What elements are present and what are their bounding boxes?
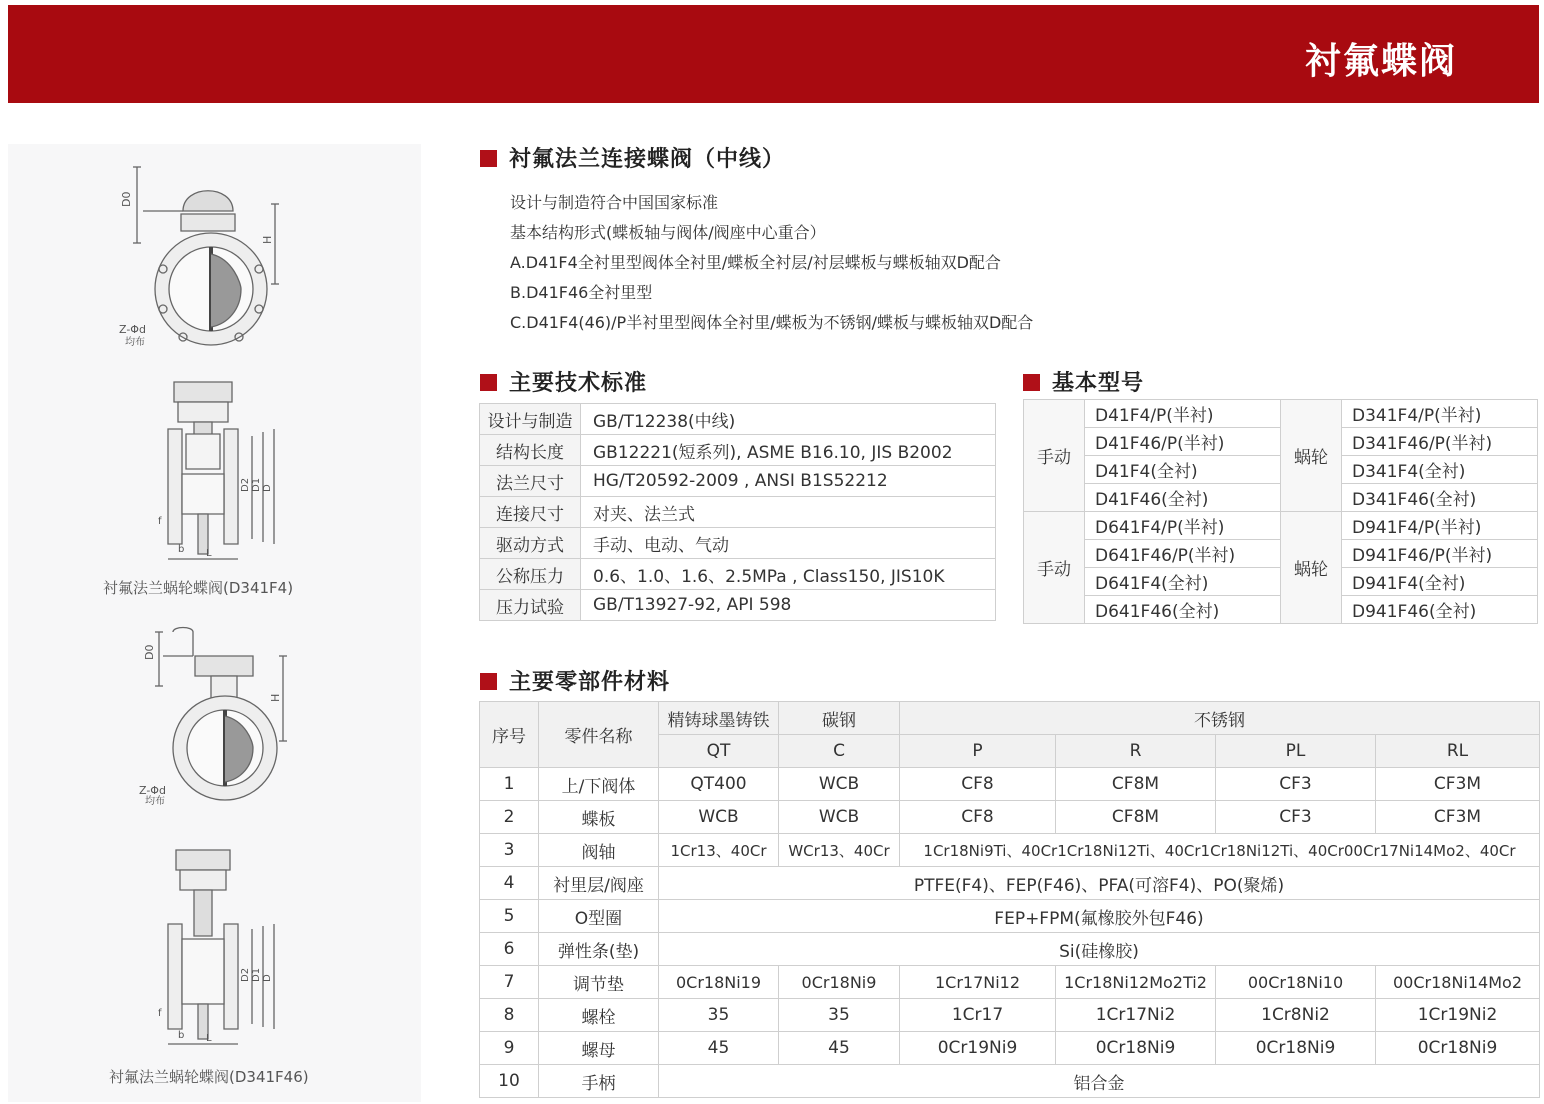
table-cell: CF8M: [1056, 768, 1216, 801]
table-cell: 铝合金: [659, 1065, 1540, 1098]
table-cell: 蝶板: [539, 801, 659, 834]
table-header-cell: C: [779, 735, 900, 768]
d2-label: D2: [240, 477, 251, 492]
table-cell: 阀轴: [539, 834, 659, 867]
table-row: [480, 435, 996, 466]
table-cell: 10: [480, 1065, 539, 1098]
table-cell: 1: [480, 768, 539, 801]
table-row: [480, 999, 1540, 1032]
table-cell: 1Cr17: [900, 999, 1056, 1032]
table-cell: 0Cr18Ni9: [1056, 1032, 1216, 1065]
table-cell: D341F4/P(半衬): [1342, 400, 1538, 428]
models-heading: 基本型号: [1023, 366, 1144, 397]
table-cell: D41F4/P(半衬): [1085, 400, 1281, 428]
intro-heading: 衬氟法兰连接蝶阀（中线）: [480, 142, 785, 173]
table-cell: D641F46/P(半衬): [1085, 540, 1281, 568]
table-row: [480, 1032, 1540, 1065]
table-header-cell: R: [1056, 735, 1216, 768]
table-cell: 连接尺寸: [480, 497, 581, 528]
table-header-cell: P: [900, 735, 1056, 768]
table-cell: 公称压力: [480, 559, 581, 590]
valve-front-view-diagram-2: [133, 626, 303, 806]
valve-side-view-diagram-1: [148, 374, 288, 569]
table-cell: PTFE(F4)、FEP(F46)、PFA(可溶F4)、PO(聚烯): [659, 867, 1540, 900]
table-row: [480, 933, 1540, 966]
header-banner: [8, 5, 1539, 103]
table-cell: 上/下阀体: [539, 768, 659, 801]
table-cell: CF3: [1216, 768, 1376, 801]
table-cell: 法兰尺寸: [480, 466, 581, 497]
table-cell: 驱动方式: [480, 528, 581, 559]
d0-label: D0: [120, 191, 133, 207]
table-cell: CF3M: [1376, 768, 1540, 801]
table-cell: 手动、电动、气动: [581, 528, 996, 559]
table-cell: D341F46(全衬): [1342, 484, 1538, 512]
table-cell: 45: [779, 1032, 900, 1065]
table-cell: D41F46(全衬): [1085, 484, 1281, 512]
table-cell: 蜗轮: [1281, 400, 1342, 512]
f-label: f: [158, 516, 162, 527]
intro-text: [510, 188, 1033, 338]
table-cell: D941F46/P(半衬): [1342, 540, 1538, 568]
f-label-2: f: [158, 1008, 162, 1019]
table-cell: 0Cr18Ni9: [1376, 1032, 1540, 1065]
table-cell: QT400: [659, 768, 779, 801]
z-phi-d-label: Z-Φd: [119, 323, 146, 336]
table-cell: 0Cr18Ni9: [779, 966, 900, 999]
d2-label-2: D2: [240, 967, 251, 982]
h-label-2: H: [269, 693, 282, 702]
heading-square-icon: [480, 374, 497, 391]
table-cell: 压力试验: [480, 590, 581, 621]
z-phi-d-label-2: Z-Φd: [139, 784, 166, 797]
heading-square-icon: [1023, 374, 1040, 391]
standards-heading: 主要技术标准: [480, 366, 647, 397]
d-label: D: [262, 484, 273, 492]
table-row: [480, 900, 1540, 933]
intro-line: A.D41F4全衬里型阀体全衬里/蝶板全衬层/衬层蝶板与蝶板轴双D配合: [510, 253, 1001, 272]
table-cell: 35: [659, 999, 779, 1032]
table-cell: D41F46/P(半衬): [1085, 428, 1281, 456]
table-row: [480, 559, 996, 590]
table-cell: D641F4/P(半衬): [1085, 512, 1281, 540]
table-cell: WCB: [779, 768, 900, 801]
table-cell: 1Cr18Ni12Mo2Ti2: [1056, 966, 1216, 999]
drawings-panel: [8, 144, 421, 1102]
table-header-cell: 零件名称: [539, 702, 659, 768]
b-label-2: b: [178, 1030, 185, 1041]
valve-front-view-diagram-1: [103, 159, 303, 354]
table-cell: D941F4(全衬): [1342, 568, 1538, 596]
table-cell: Si(硅橡胶): [659, 933, 1540, 966]
table-cell: D341F4(全衬): [1342, 456, 1538, 484]
table-cell: D641F46(全衬): [1085, 596, 1281, 624]
table-row: [1024, 400, 1538, 428]
diagram-caption-2: 衬氟法兰蜗轮蝶阀(D341F46): [109, 1068, 309, 1086]
page-title: 衬氟蝶阀: [1304, 41, 1457, 82]
table-cell: 1Cr17Ni12: [900, 966, 1056, 999]
heading-square-icon: [480, 150, 497, 167]
table-cell: 7: [480, 966, 539, 999]
table-cell: CF8M: [1056, 801, 1216, 834]
table-row: [480, 867, 1540, 900]
table-row: [480, 801, 1540, 834]
b-label: b: [178, 544, 185, 555]
table-header-cell: 序号: [480, 702, 539, 768]
valve-side-view-diagram-2: [148, 844, 288, 1054]
table-cell: CF8: [900, 768, 1056, 801]
table-cell: 00Cr18Ni10: [1216, 966, 1376, 999]
table-cell: 9: [480, 1032, 539, 1065]
heading-square-icon: [480, 673, 497, 690]
intro-line: 设计与制造符合中国国家标准: [510, 193, 719, 212]
table-cell: 6: [480, 933, 539, 966]
table-cell: 手柄: [539, 1065, 659, 1098]
table-cell: 1Cr13、40Cr: [659, 834, 779, 867]
table-cell: 1Cr19Ni2: [1376, 999, 1540, 1032]
table-header-cell: 不锈钢: [900, 702, 1540, 735]
table-cell: 1Cr17Ni2: [1056, 999, 1216, 1032]
intro-line: 基本结构形式(蝶板轴与阀体/阀座中心重合）: [510, 223, 826, 242]
table-cell: D941F4/P(半衬): [1342, 512, 1538, 540]
table-cell: 手动: [1024, 400, 1085, 512]
table-cell: CF3: [1216, 801, 1376, 834]
table-cell: 调节垫: [539, 966, 659, 999]
table-cell: 2: [480, 801, 539, 834]
l-label-2: L: [206, 1033, 212, 1044]
materials-heading: 主要零部件材料: [480, 665, 670, 696]
table-cell: 0Cr18Ni19: [659, 966, 779, 999]
table-cell: D641F4(全衬): [1085, 568, 1281, 596]
table-cell: HG/T20592-2009 , ANSI B1S52212: [581, 466, 996, 497]
table-cell: 4: [480, 867, 539, 900]
table-row: [480, 404, 996, 435]
intro-line: C.D41F4(46)/P半衬里型阀体全衬里/蝶板为不锈钢/蝶板与蝶板轴双D配合: [510, 313, 1034, 332]
table-cell: 00Cr18Ni14Mo2: [1376, 966, 1540, 999]
table-cell: 0.6、1.0、1.6、2.5MPa , Class150, JIS10K: [581, 559, 996, 590]
table-cell: 衬里层/阀座: [539, 867, 659, 900]
table-header-cell: PL: [1216, 735, 1376, 768]
table-row: [480, 1065, 1540, 1098]
l-label: L: [206, 548, 212, 559]
table-cell: 0Cr19Ni9: [900, 1032, 1056, 1065]
table-cell: GB/T12238(中线): [581, 404, 996, 435]
d-label-2: D: [262, 974, 273, 982]
table-cell: 1Cr18Ni9Ti、40Cr1Cr18Ni12Ti、40Cr1Cr18Ni12Ti、40Cr00Cr17Ni14Mo2、40Cr: [900, 834, 1540, 867]
table-header-row: [480, 702, 1540, 735]
table-cell: 1Cr8Ni2: [1216, 999, 1376, 1032]
table-cell: 对夹、法兰式: [581, 497, 996, 528]
intro-line: B.D41F46全衬里型: [510, 283, 653, 302]
table-cell: 8: [480, 999, 539, 1032]
table-cell: CF8: [900, 801, 1056, 834]
table-header-cell: 碳钢: [779, 702, 900, 735]
table-cell: WCB: [779, 801, 900, 834]
table-cell: GB12221(短系列), ASME B16.10, JIS B2002: [581, 435, 996, 466]
table-cell: GB/T13927-92, API 598: [581, 590, 996, 621]
table-cell: D41F4(全衬): [1085, 456, 1281, 484]
table-row: [480, 590, 996, 621]
table-row: [480, 768, 1540, 801]
table-cell: WCr13、40Cr: [779, 834, 900, 867]
h-label: H: [261, 235, 274, 244]
table-cell: 手动: [1024, 512, 1085, 624]
models-table: [1023, 399, 1538, 624]
table-row: [480, 497, 996, 528]
table-header-cell: RL: [1376, 735, 1540, 768]
table-cell: D341F46/P(半衬): [1342, 428, 1538, 456]
table-cell: D941F46(全衬): [1342, 596, 1538, 624]
table-cell: 弹性条(垫): [539, 933, 659, 966]
diagram-caption-1: 衬氟法兰蜗轮蝶阀(D341F4): [103, 579, 294, 597]
table-cell: FEP+FPM(氟橡胶外包F46): [659, 900, 1540, 933]
table-cell: WCB: [659, 801, 779, 834]
even-label-2: 均布: [145, 796, 165, 806]
even-label: 均布: [125, 337, 145, 348]
table-row: [480, 834, 1540, 867]
table-cell: 设计与制造: [480, 404, 581, 435]
table-cell: 45: [659, 1032, 779, 1065]
materials-table: [479, 701, 1540, 1098]
table-row: [480, 528, 996, 559]
table-cell: 结构长度: [480, 435, 581, 466]
table-cell: 5: [480, 900, 539, 933]
d1-label-2: D1: [251, 967, 262, 982]
table-row: [480, 966, 1540, 999]
table-cell: O型圈: [539, 900, 659, 933]
table-row: [1024, 512, 1538, 540]
table-cell: 35: [779, 999, 900, 1032]
table-row: [480, 466, 996, 497]
table-header-cell: 精铸球墨铸铁: [659, 702, 779, 735]
table-cell: 0Cr18Ni9: [1216, 1032, 1376, 1065]
table-cell: 螺栓: [539, 999, 659, 1032]
d1-label: D1: [251, 477, 262, 492]
table-cell: 3: [480, 834, 539, 867]
table-cell: 蜗轮: [1281, 512, 1342, 624]
standards-table: [479, 403, 996, 621]
d0-label-2: D0: [143, 644, 156, 660]
table-cell: 螺母: [539, 1032, 659, 1065]
table-cell: CF3M: [1376, 801, 1540, 834]
table-header-cell: QT: [659, 735, 779, 768]
